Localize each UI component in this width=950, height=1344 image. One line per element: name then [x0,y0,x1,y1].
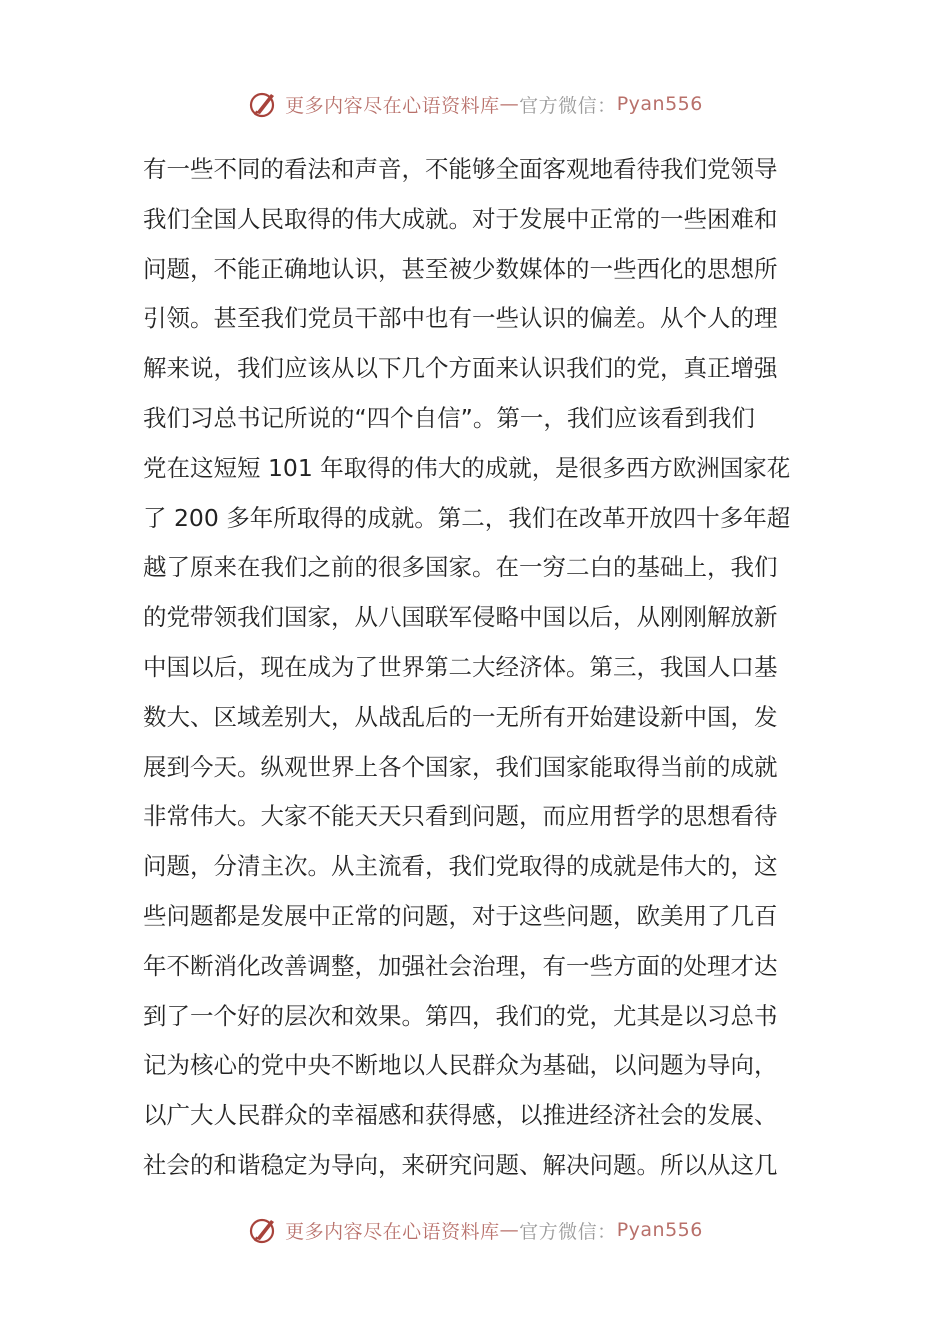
body-line: 些问题都是发展中正常的问题，对于这些问题，欧美用了几百 [143,901,778,930]
banner-wechat-id: Pyan556 [616,1219,703,1241]
quill-pen-circle-icon [247,88,279,120]
body-line: 了 200 多年所取得的成就。第二，我们在改革开放四十多年超 [143,503,791,532]
quill-pen-circle-icon [247,1214,279,1246]
body-line: 展到今天。纵观世界上各个国家，我们国家能取得当前的成就 [143,752,778,781]
body-line: 引领。甚至我们党员干部中也有一些认识的偏差。从个人的理 [143,304,778,333]
body-line: 党在这短短 101 年取得的伟大的成就，是很多西方欧洲国家花 [143,453,791,482]
body-line: 记为核心的党中央不断地以人民群众为基础，以问题为导向， [143,1051,778,1080]
body-line: 问题，分清主次。从主流看，我们党取得的成就是伟大的，这 [143,852,778,881]
body-line: 非常伟大。大家不能天天只看到问题，而应用哲学的思想看待 [143,802,778,831]
body-line: 解来说，我们应该从以下几个方面来认识我们的党，真正增强 [143,354,778,383]
banner-wechat-id: Pyan556 [616,93,703,115]
banner-dash: — [499,1219,520,1241]
body-line: 我们全国人民取得的伟大成就。对于发展中正常的一些困难和 [143,204,778,233]
banner-main-text: 更多内容尽在心语资料库 [285,94,500,117]
banner-dash: — [499,93,520,115]
body-line: 我们习总书记所说的“四个自信”。第一，我们应该看到我们 [143,403,755,432]
body-line: 数大、区域差别大，从战乱后的一无所有开始建设新中国，发 [143,702,778,731]
body-line: 问题，不能正确地认识，甚至被少数媒体的一些西化的思想所 [143,254,778,283]
banner-wechat-label: 官方微信： [519,94,617,117]
body-text [143,145,807,1191]
body-line: 年不断消化改善调整，加强社会治理，有一些方面的处理才达 [143,951,778,980]
body-line: 有一些不同的看法和声音，不能够全面客观地看待我们党领导 [143,155,778,183]
body-line: 的党带领我们国家，从八国联军侵略中国以后，从刚刚解放新 [143,603,778,632]
body-line: 社会的和谐稳定为导向，来研究问题、解决问题。所以从这几 [143,1150,778,1179]
banner-wechat-label: 官方微信： [519,1220,617,1243]
body-line: 到了一个好的层次和效果。第四，我们的党，尤其是以习总书 [143,1001,778,1030]
banner-main-text: 更多内容尽在心语资料库 [285,1220,500,1243]
body-line: 越了原来在我们之前的很多国家。在一穷二白的基础上，我们 [143,553,778,582]
body-line: 中国以后，现在成为了世界第二大经济体。第三，我国人口基 [143,652,778,681]
footer-banner [0,1210,950,1250]
body-line: 以广大人民群众的幸福感和获得感，以推进经济社会的发展、 [143,1101,778,1130]
header-banner [0,84,950,124]
